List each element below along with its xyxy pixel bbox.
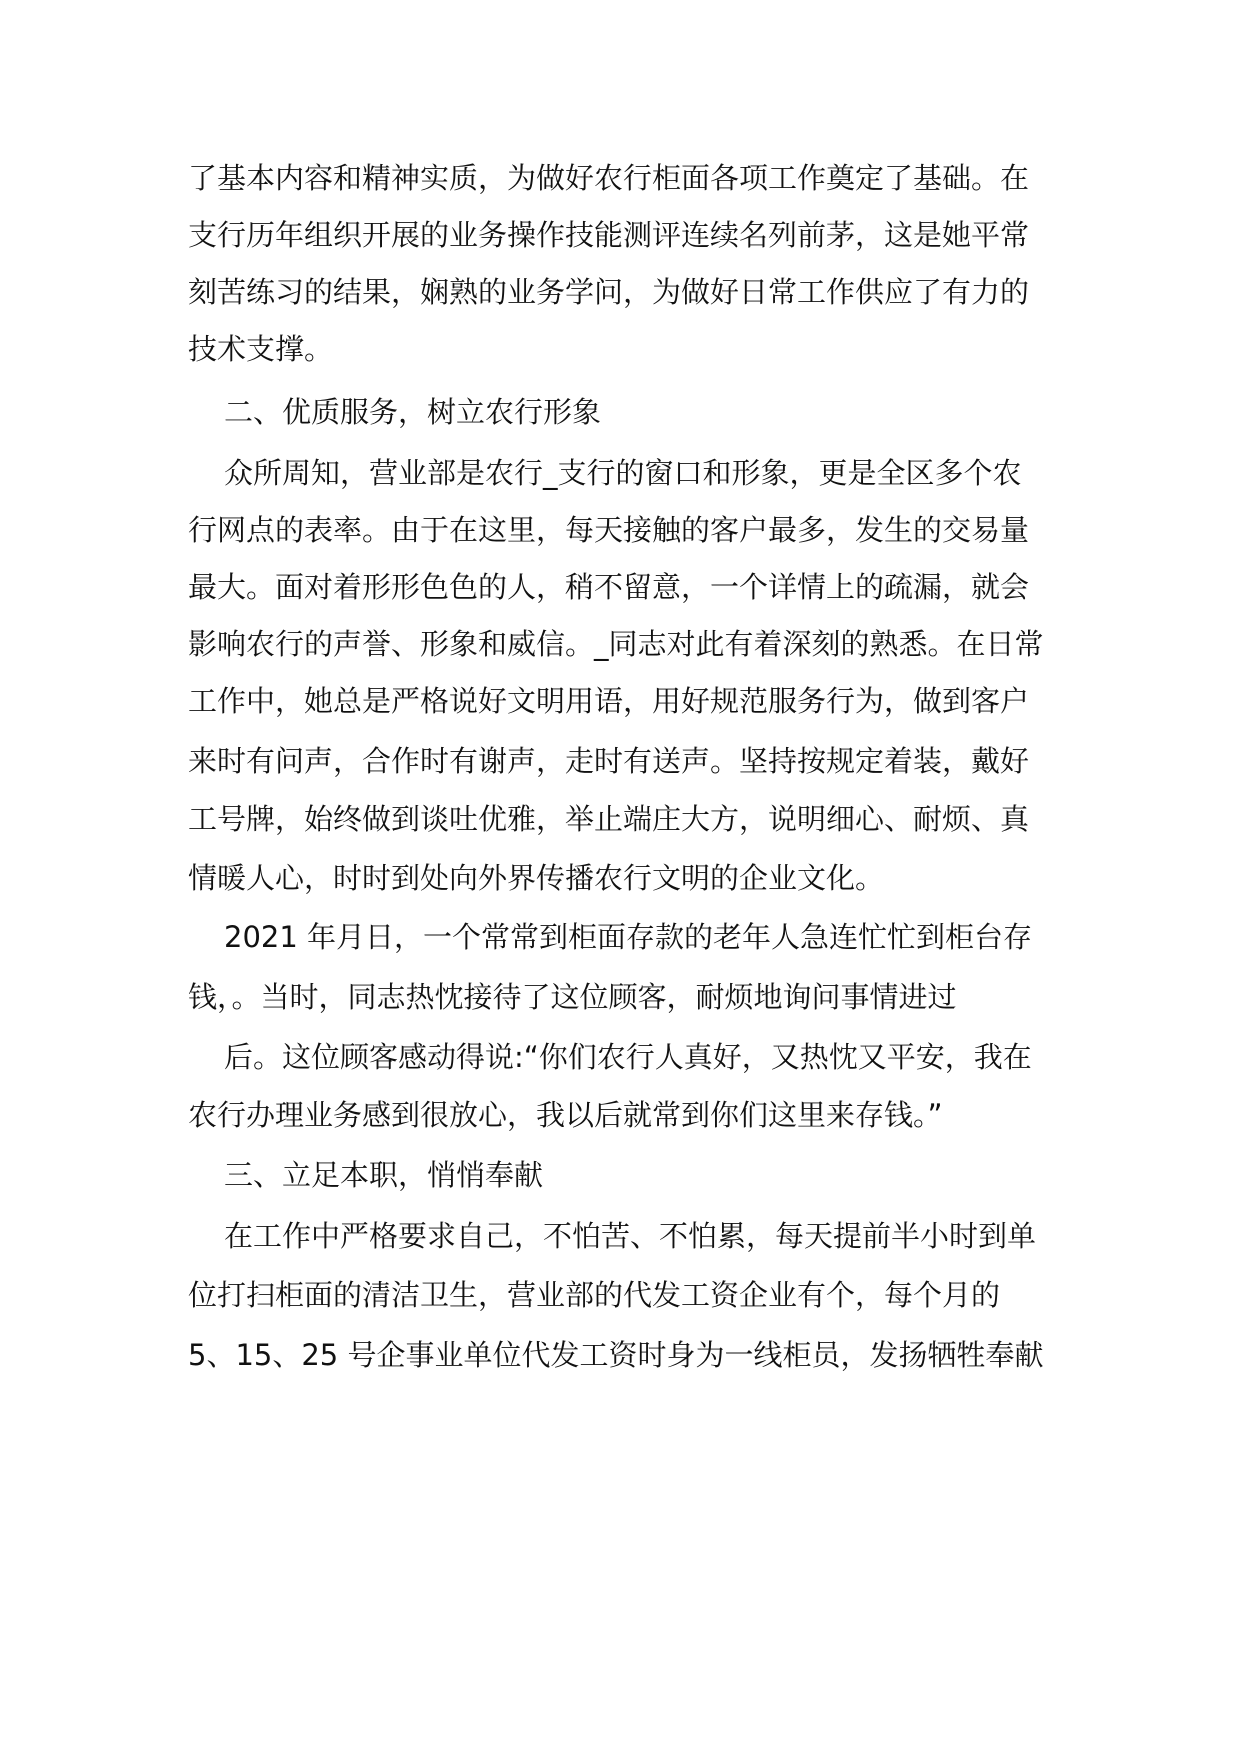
text-line-13: 情暖人心，时时到处向外界传播农行文明的企业文化。	[188, 861, 885, 895]
text-line-4: 技术支撑。	[188, 332, 334, 366]
text-line-3: 刻苦练习的结果，娴熟的业务学问，为做好日常工作供应了有力的	[188, 275, 1030, 309]
text-line-8: 最大。面对着形形色色的人，稍不留意，一个详情上的疏漏，就会	[188, 570, 1030, 604]
text-line-15: 钱，。当时，同志热忱接待了这位顾客，耐烦地询问事情进过	[188, 980, 957, 1014]
text-line-10: 工作中，她总是严格说好文明用语，用好规范服务行为，做到客户	[188, 684, 1030, 718]
text-line-19: 在工作中严格要求自己，不怕苦、不怕累，每天提前半小时到单	[224, 1219, 1037, 1253]
section-heading-3: 三、立足本职，悄悄奉献	[224, 1158, 544, 1192]
text-line-7: 行网点的表率。由于在这里，每天接触的客户最多，发生的交易量	[188, 513, 1030, 547]
text-line-21: 5、15、25 号企事业单位代发工资时身为一线柜员，发扬牺牲奉献	[188, 1338, 1044, 1372]
text-line-11: 来时有问声，合作时有谢声，走时有送声。坚持按规定着装，戴好	[188, 744, 1030, 778]
section-heading-2: 二、优质服务，树立农行形象	[224, 395, 602, 429]
text-line-6: 众所周知，营业部是农行_支行的窗口和形象，更是全区多个农	[224, 456, 1022, 490]
text-line-2: 支行历年组织开展的业务操作技能测评连续名列前茅，这是她平常	[188, 218, 1030, 252]
text-line-17: 农行办理业务感到很放心，我以后就常到你们这里来存钱。”	[188, 1098, 943, 1132]
text-line-12: 工号牌，始终做到谈吐优雅，举止端庄大方，说明细心、耐烦、真	[188, 802, 1030, 836]
text-line-1: 了基本内容和精神实质，为做好农行柜面各项工作奠定了基础。在	[188, 161, 1030, 195]
text-line-16: 后。这位顾客感动得说:“你们农行人真好，又热忱又平安，我在	[224, 1040, 1032, 1074]
text-line-9: 影响农行的声誉、形象和威信。_同志对此有着深刻的熟悉。在日常	[188, 627, 1044, 661]
text-line-20: 位打扫柜面的清洁卫生，营业部的代发工资企业有个，每个月的	[188, 1278, 1001, 1312]
text-line-14: 2021 年月日，一个常常到柜面存款的老年人急连忙忙到柜台存	[224, 920, 1033, 954]
